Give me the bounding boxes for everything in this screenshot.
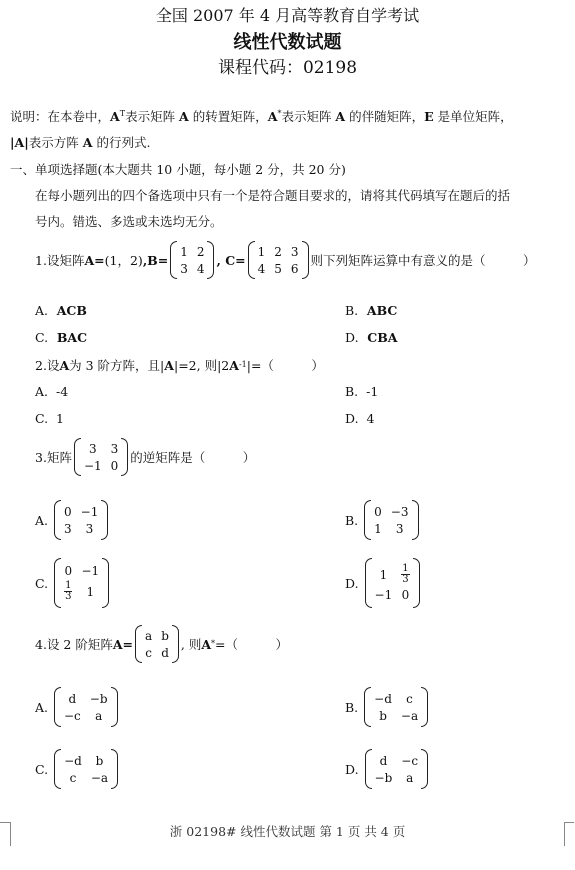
section-title: 一、单项选择题(本大题共 10 小题，每小题 2 分，共 20 分) [10,162,346,177]
question-2: 2. 设 A 为 3 阶方阵，且| A |=2, 则|2 A -1 |=（ ） [35,357,324,373]
section-instruction-2: 号内。错选、多选或未选均无分。 [35,214,223,229]
matrix-B: 1 2 3 4 [170,241,214,279]
q4-option-c: C. −d b c −a [35,748,120,790]
q1-option-a: A. ACB [35,303,87,318]
page-footer: 浙 02198# 线性代数试题 第 1 页 共 4 页 [169,824,406,839]
q4-option-d: D. d −c −b a [345,748,430,790]
question-1: 1. 设矩阵 A= (1，2) ,B= 1 2 3 4 , C= 1 2 3 4 5 6 则下列矩阵运算中有意义的是（ ） [35,240,536,280]
question-4: 4. 设 2 阶矩阵 A= a b c d , 则 A * =（ ） [35,624,288,664]
q3-option-a: A. 0 −1 3 3 [35,499,110,541]
notes-line-2: |A|表示方阵 A 的行列式. [10,135,151,150]
q1-option-c: C. BAC [35,330,88,345]
q1-option-b: B. ABC [345,303,398,318]
q4-option-b: B. −d c b −a [345,686,430,728]
subject-title: 线性代数试题 [233,32,342,53]
q3-option-d: D. 1 $\frac{1}{3}$ −1 0 [345,558,422,608]
q2-option-b: B. -1 [345,384,379,399]
matrix-q3: 3 3 −1 0 [74,438,128,476]
q2-option-a: A. -4 [35,384,69,399]
q1-option-d: D. CBA [345,330,398,345]
q4-option-a: A. d −b −c a [35,686,120,728]
exam-title: 全国 2007 年 4 月高等教育自学考试 [155,6,420,25]
notes-line-1: 说明：在本卷中，$A^T$表示矩阵 A 的转置矩阵，A*表示矩阵 A 的伴随矩阵，E 是单位矩阵， [10,108,513,124]
q2-option-d: D. 4 [345,411,375,426]
matrix-C: 1 2 3 4 5 6 [248,241,309,279]
q2-option-c: C. 1 [35,411,64,426]
q3-option-b: B. 0 −3 1 3 [345,499,421,541]
matrix-q4: a b c d [135,625,179,663]
q3-option-c: C. 0 −1 $\frac{1}{3}$ 1 [35,558,111,608]
course-code: 课程代码：02198 [217,58,358,78]
question-3: 3. 矩阵 3 3 −1 0 的逆矩阵是（ ） [35,437,255,477]
section-instruction-1: 在每小题列出的四个备选项中只有一个是符合题目要求的，请将其代码填写在题后的括 [35,188,511,203]
